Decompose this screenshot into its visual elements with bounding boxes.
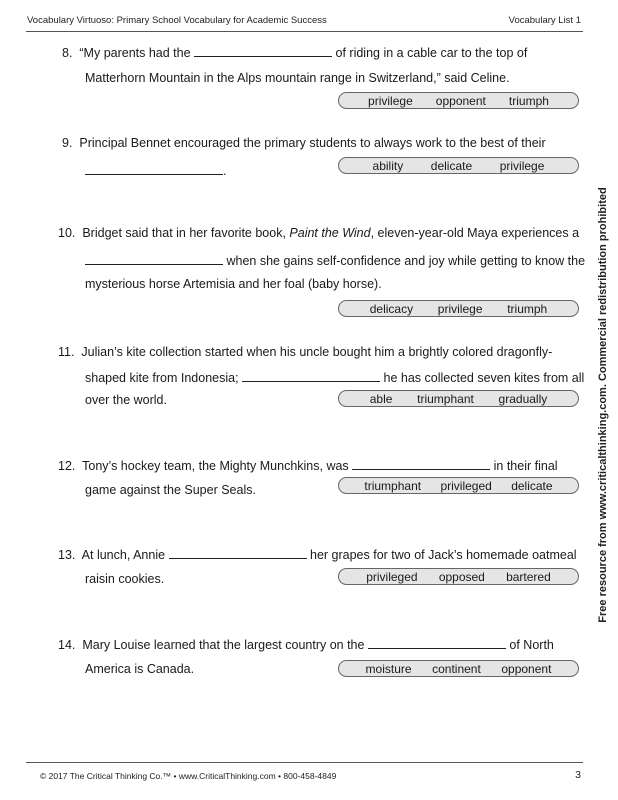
answer-blank[interactable] xyxy=(194,45,332,57)
word-choice[interactable]: opponent xyxy=(435,93,486,108)
word-choice-box xyxy=(338,157,579,174)
question-number: 10. xyxy=(58,226,76,240)
word-choice[interactable]: privileged xyxy=(440,478,492,493)
word-choice[interactable]: triumphant xyxy=(364,478,422,493)
word-choice[interactable]: gradually xyxy=(498,391,548,406)
question-11-line-2: shaped kite from Indonesia; he has collected seven kites from all xyxy=(85,371,585,385)
answer-blank[interactable] xyxy=(85,253,223,265)
question-number: 12. xyxy=(58,459,76,473)
header-title: Vocabulary Virtuoso: Primary School Vocabulary for Academic Success xyxy=(27,15,327,26)
word-choice[interactable]: privilege xyxy=(437,301,483,316)
question-8-line-1: 8. “My parents had the of riding in a cable car to the top of xyxy=(62,46,528,60)
question-11-line-1: 11. Julian’s kite collection started when his uncle bought him a brightly colored dragonfly- xyxy=(58,345,553,359)
word-choice[interactable]: privilege xyxy=(499,158,545,173)
word-choice-box xyxy=(338,568,579,585)
question-9-line-2: . xyxy=(85,163,226,179)
page-number: 3 xyxy=(575,769,581,781)
word-choice-box xyxy=(338,390,579,407)
question-14-line-2: America is Canada. xyxy=(85,662,195,676)
header-rule xyxy=(26,31,583,32)
word-choice-box xyxy=(338,477,579,494)
answer-blank[interactable] xyxy=(169,547,307,559)
word-choice[interactable]: opposed xyxy=(438,569,485,584)
word-choice-box xyxy=(338,300,579,317)
answer-blank[interactable] xyxy=(368,637,506,649)
answer-blank[interactable] xyxy=(242,370,380,382)
question-12-line-1: 12. Tony’s hockey team, the Mighty Munchkins, was in their final xyxy=(58,459,558,473)
word-choice[interactable]: continent xyxy=(432,661,481,676)
question-number: 8. xyxy=(62,46,73,60)
word-choice[interactable]: privilege xyxy=(368,93,413,108)
question-11-line-3: over the world. xyxy=(85,393,167,407)
question-12-line-2: game against the Super Seals. xyxy=(85,483,256,497)
question-number: 9. xyxy=(62,136,73,150)
answer-blank[interactable] xyxy=(352,458,490,470)
question-8-line-2: Matterhorn Mountain in the Alps mountain range in Switzerland,” said Celine. xyxy=(85,71,510,85)
question-13-line-2: raisin cookies. xyxy=(85,572,165,586)
footer-rule xyxy=(26,762,583,763)
word-choice-box xyxy=(338,660,579,677)
question-10-line-2: when she gains self-confidence and joy while getting to know the xyxy=(85,253,585,269)
header-list-name: Vocabulary List 1 xyxy=(508,15,581,26)
word-choice[interactable]: triumph xyxy=(508,93,549,108)
word-choice[interactable]: bartered xyxy=(506,569,551,584)
word-choice-box xyxy=(338,92,579,109)
word-choice[interactable]: opponent xyxy=(501,661,552,676)
question-number: 14. xyxy=(58,638,76,652)
word-choice[interactable]: delicate xyxy=(511,478,553,493)
word-choice[interactable]: delicacy xyxy=(369,301,414,316)
question-13-line-1: 13. At lunch, Annie her grapes for two of Jack’s homemade oatmeal xyxy=(58,548,577,562)
word-choice[interactable]: delicate xyxy=(430,158,473,173)
question-10-line-3: mysterious horse Artemisia and her foal (baby horse). xyxy=(85,277,382,291)
word-choice[interactable]: triumphant xyxy=(417,391,474,406)
question-10-line-1: 10. Bridget said that in her favorite book, Paint the Wind, eleven-year-old Maya experiences a xyxy=(58,226,580,240)
word-choice[interactable]: ability xyxy=(372,158,404,173)
question-number: 13. xyxy=(58,548,76,562)
answer-blank[interactable] xyxy=(85,163,223,175)
redistribution-notice: Free resource from www.criticalthinking.com. Commercial redistribution prohibited xyxy=(597,187,609,623)
word-choice[interactable]: able xyxy=(369,391,393,406)
question-number: 11. xyxy=(58,345,75,359)
word-choice[interactable]: moisture xyxy=(365,661,412,676)
word-choice[interactable]: triumph xyxy=(507,301,548,316)
question-9-line-1: 9. Principal Bennet encouraged the primary students to always work to the best of their xyxy=(62,136,546,150)
word-choice[interactable]: privileged xyxy=(366,569,418,584)
question-14-line-1: 14. Mary Louise learned that the largest country on the of North xyxy=(58,638,554,652)
footer-copyright: © 2017 The Critical Thinking Co.™ • www.CriticalThinking.com • 800-458-4849 xyxy=(40,771,337,781)
